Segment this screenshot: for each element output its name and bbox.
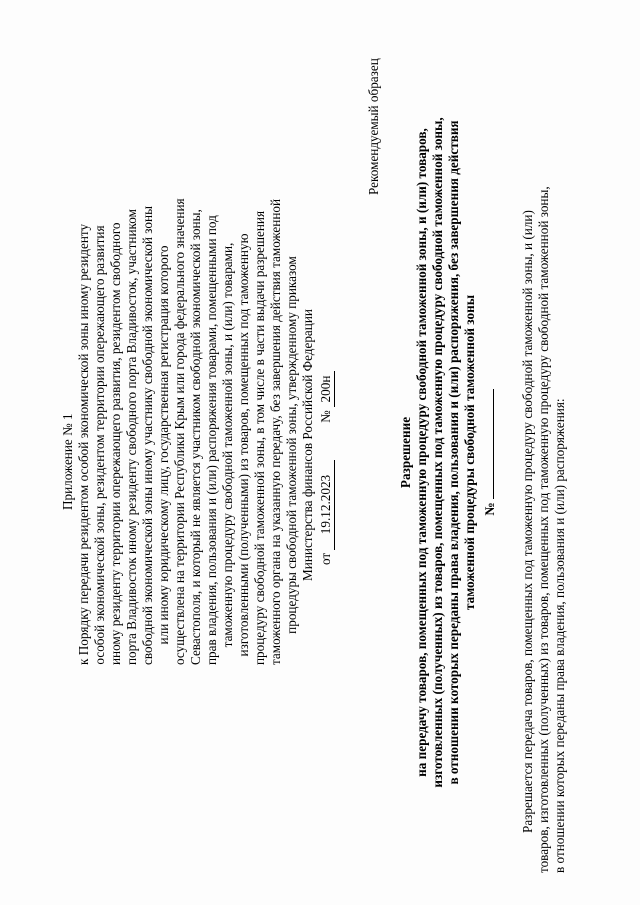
appendix-line-7: осуществлена на территории Республики Крым или города федерального значения — [172, 198, 187, 665]
appendix-line-2: особой экономической зоны, резидентом территории опережающего развития — [92, 225, 107, 665]
date-prefix: от — [318, 552, 333, 565]
heading-line-3: в отношении которых переданы права владения, пользования и (или) распоряжения, без завершения действия — [446, 120, 461, 785]
appendix-line-3: иному резиденту территории опережающего развития, резидентом свободного — [108, 222, 123, 665]
appendix-line-4: порта Владивосток иному резиденту свободного порта Владивосток, участником — [124, 209, 139, 665]
appendix-line-9: прав владения, пользования и (или) распоряжения товарами, помещенными под — [204, 215, 219, 665]
appendix-title: Приложение № 1 — [60, 413, 75, 510]
heading-number-row — [482, 0, 498, 905]
appendix-line-10: таможенную процедуру свободной таможенной зоны, и (или) товарами, — [220, 242, 235, 648]
date-value: 19.12.2023 — [318, 460, 335, 550]
appendix-line-5: свободной экономической зоны иному участнику свободной экономической зоны — [140, 206, 155, 665]
number-prefix: № — [318, 410, 333, 423]
heading-line-1: на передачу товаров, помещенных под таможенную процедуру свободной таможенной зоны, и (или) товаров, — [414, 128, 429, 777]
appendix-line-15: Министерства финансов Российской Федерации — [300, 309, 315, 581]
heading-number-blank — [493, 389, 494, 499]
appendix-line-6: или иному юридическому лицу, государственная регистрация которого — [156, 245, 171, 645]
heading-number-label: № — [482, 502, 497, 516]
body-line-1: Разрешается передача товаров, помещенных под таможенную процедуру свободной таможенной зоны, и (или) — [520, 210, 535, 833]
appendix-line-11: изготовленными (полученными) из товаров, помещенных под таможенную — [236, 233, 251, 657]
sample-label: Рекомендуемый образец — [366, 58, 381, 195]
heading-line-4: таможенной процедуры свободной таможенной зоны — [462, 294, 477, 611]
number-value: 200н — [318, 371, 335, 407]
appendix-line-13: таможенного органа на указанную передачу, без завершения действия таможенной — [268, 198, 283, 665]
body-line-3: в отношении которых переданы права владения, пользования и (или) распоряжения: — [552, 398, 567, 873]
body-line-2: товаров, изготовленных (полученных) из товаров, помещенных под таможенную процедуру свободной таможенной зоны, — [536, 186, 551, 873]
appendix-line-1: к Порядку передачи резидентом особой экономической зоны иному резиденту — [76, 223, 91, 665]
appendix-date-row — [318, 371, 335, 565]
appendix-line-12: процедуру свободной таможенной зоны, в том числе в части выдачи разрешения — [252, 210, 267, 665]
appendix-line-8: Севастополя, и который не является участником свободной экономической зоны, — [188, 209, 203, 665]
heading-line-2: изготовленных (полученных) из товаров, помещенных под таможенную процедуру свободной таможенной зоны, — [430, 117, 445, 788]
appendix-line-14: процедуры свободной таможенной зоны, утвержденному приказом — [284, 256, 299, 634]
heading-title: Разрешение — [398, 416, 413, 489]
